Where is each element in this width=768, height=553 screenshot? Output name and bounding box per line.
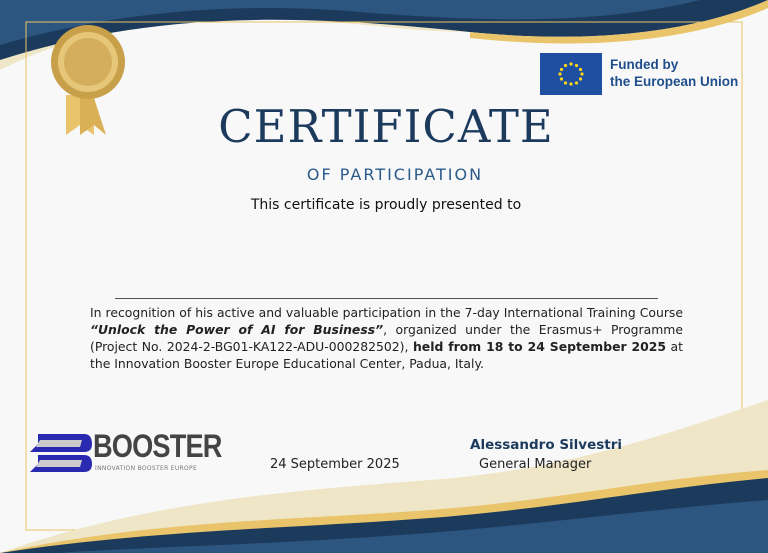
funding-line-2: the European Union — [610, 74, 739, 89]
course-dates: held from 18 to 24 September 2025 — [412, 339, 666, 354]
para-text-3: at the Innovation Booster Europe Educational Center, Padua, Italy. — [90, 339, 683, 371]
booster-logo-text: BOOSTER — [93, 428, 222, 464]
certificate-subtitle: OF PARTICIPATION — [306, 165, 484, 184]
para-text-1: In recognition of his active and valuable participation in the 7-day International Training Course — [90, 305, 683, 320]
booster-logo-subtitle: INNOVATION BOOSTER EUROPE — [95, 465, 198, 472]
signer-role: General Manager — [479, 457, 592, 472]
recipient-name-line — [115, 298, 658, 299]
para-text-2: , organized under the Erasmus+ Programme (Project No. 2024-2-BG01-KA122-ADU-000282502), — [90, 322, 683, 354]
presented-to-text: This certificate is proudly presented to — [250, 197, 522, 213]
funding-line-1: Funded by — [610, 57, 679, 72]
certificate-title: CERTIFICATE — [218, 100, 554, 153]
booster-logo-icon — [30, 434, 92, 472]
issue-date: 24 September 2025 — [270, 457, 400, 472]
recognition-paragraph — [90, 304, 683, 372]
course-title: “Unlock the Power of AI for Business” — [90, 322, 384, 337]
eu-flag-icon — [540, 53, 602, 95]
funding-label — [610, 56, 738, 90]
signer-name: Alessandro Silvestri — [470, 437, 623, 453]
